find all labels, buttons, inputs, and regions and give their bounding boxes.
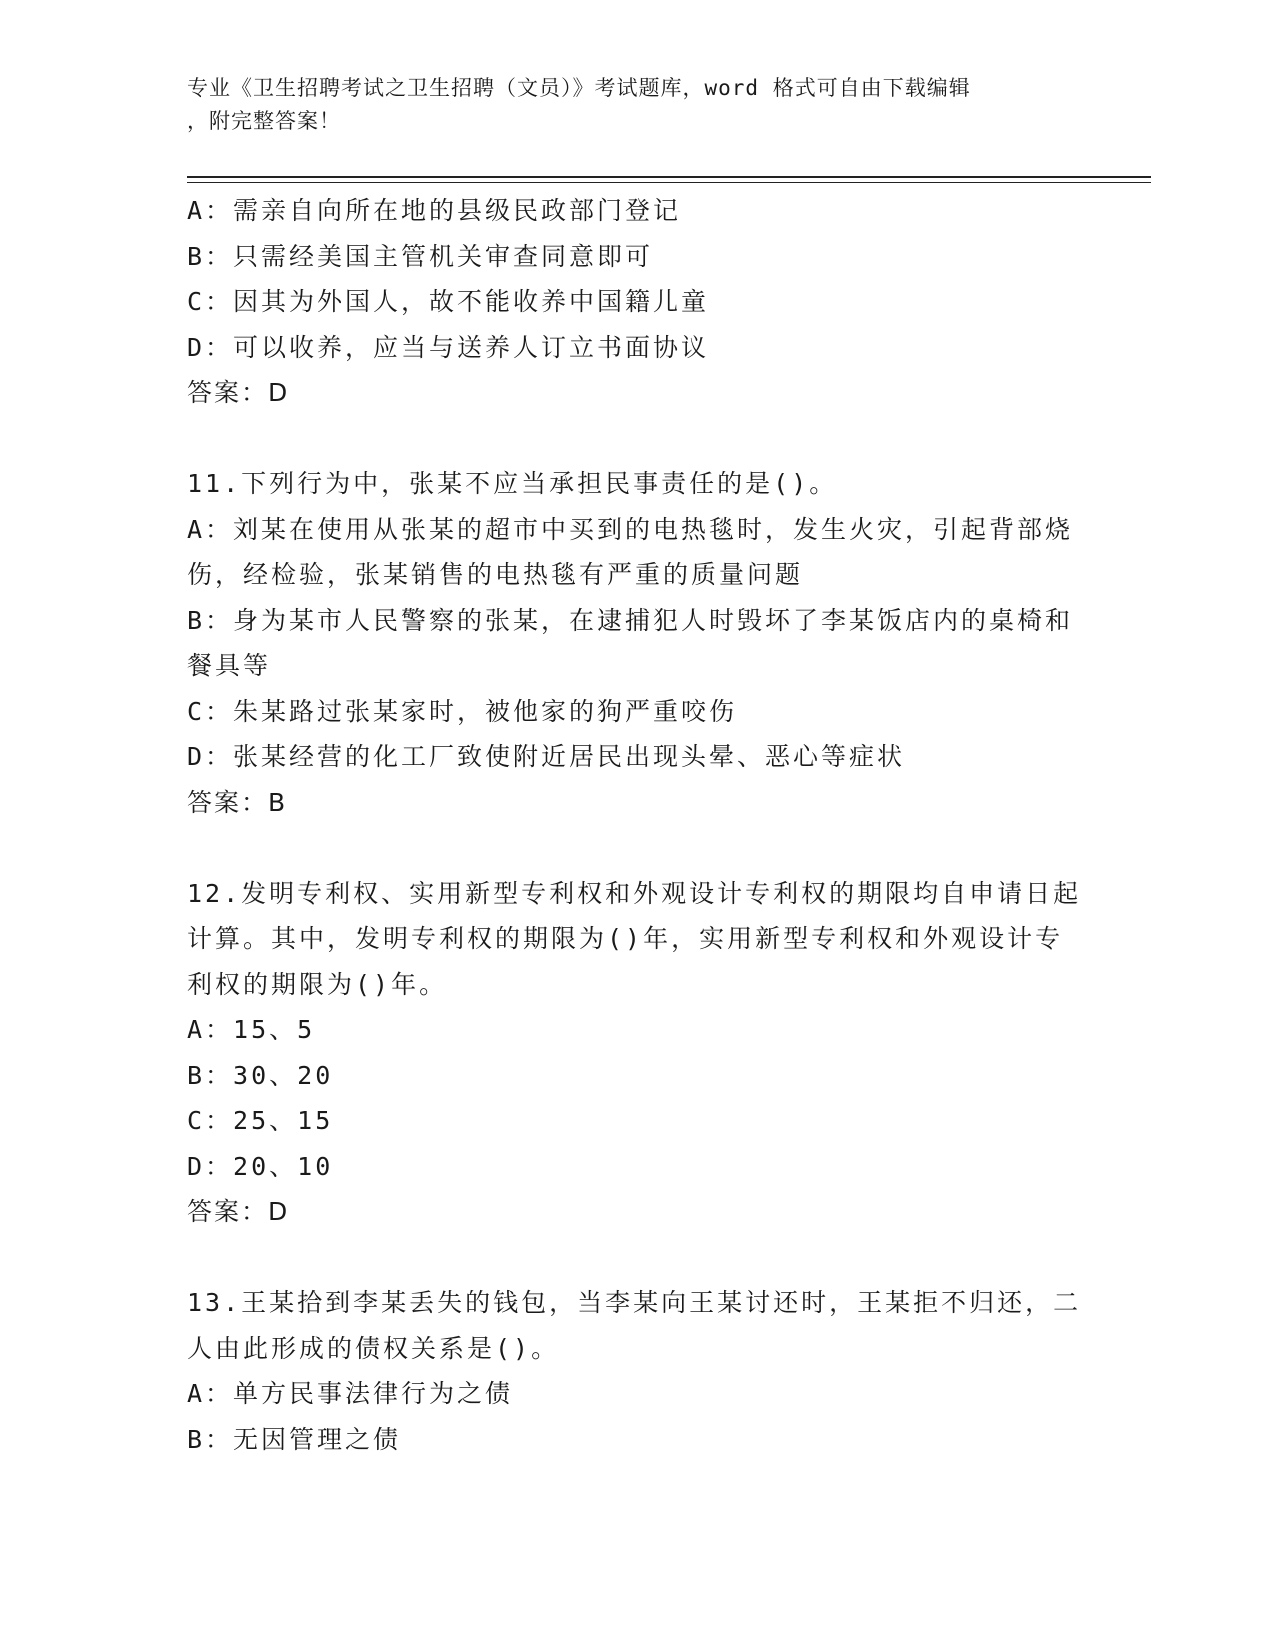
option-c: C：因其为外国人，故不能收养中国籍儿童 — [187, 287, 710, 316]
option-d: D：张某经营的化工厂致使附近居民出现头晕、恶心等症状 — [187, 742, 906, 771]
option-b: B：身为某市人民警察的张某，在逮捕犯人时毁坏了李某饭店内的桌椅和餐具等 — [187, 605, 1074, 680]
option-d: D：20、10 — [187, 1151, 334, 1181]
header-divider-thick — [187, 176, 1151, 178]
question-gap — [187, 825, 1087, 871]
option-b: B：只需经美国主管机关审查同意即可 — [187, 241, 654, 271]
option-a: A：刘某在使用从张某的超市中买到的电热毯时，发生火灾，引起背部烧伤，经检验，张某销售的电热毯有严重的质量问题 — [187, 514, 1074, 589]
option-a: A：单方民事法律行为之债 — [187, 1379, 514, 1408]
option-d: D：可以收养，应当与送养人订立书面协议 — [187, 332, 710, 362]
question-stem: 12.发明专利权、实用新型专利权和外观设计专利权的期限均自申请日起计算。其中，发明专利权的期限为()年，实用新型专利权和外观设计专利权的期限为()年。 — [187, 878, 1082, 999]
question-list — [187, 188, 1087, 1462]
answer-line: 答案：B — [187, 787, 288, 817]
question-block-11 — [187, 461, 1087, 825]
intro-line-1: 专业《卫生招聘考试之卫生招聘（文员）》考试题库，word 格式可自由下载编辑 — [187, 76, 971, 100]
option-a: A：需亲自向所在地的县级民政部门登记 — [187, 196, 682, 225]
option-a: A：15、5 — [187, 1015, 316, 1044]
header-divider-thin — [187, 182, 1151, 183]
option-b: B：30、20 — [187, 1060, 334, 1090]
answer-line: 答案：D — [187, 378, 290, 407]
option-c: C：朱某路过张某家时，被他家的狗严重咬伤 — [187, 696, 738, 726]
question-block-previous — [187, 188, 1087, 416]
option-b: B：无因管理之债 — [187, 1424, 402, 1454]
question-block-13 — [187, 1280, 1087, 1462]
question-gap — [187, 1235, 1087, 1281]
answer-line: 答案：D — [187, 1197, 290, 1226]
intro-line-2: ，附完整答案！ — [187, 109, 341, 133]
option-c: C：25、15 — [187, 1106, 334, 1135]
question-stem: 13.王某拾到李某丢失的钱包，当李某向王某讨还时，王某拒不归还，二人由此形成的债权关系是()。 — [187, 1288, 1082, 1363]
question-block-12 — [187, 871, 1087, 1235]
question-stem: 11.下列行为中，张某不应当承担民事责任的是()。 — [187, 469, 838, 498]
document-intro — [187, 72, 1067, 138]
question-gap — [187, 416, 1087, 462]
